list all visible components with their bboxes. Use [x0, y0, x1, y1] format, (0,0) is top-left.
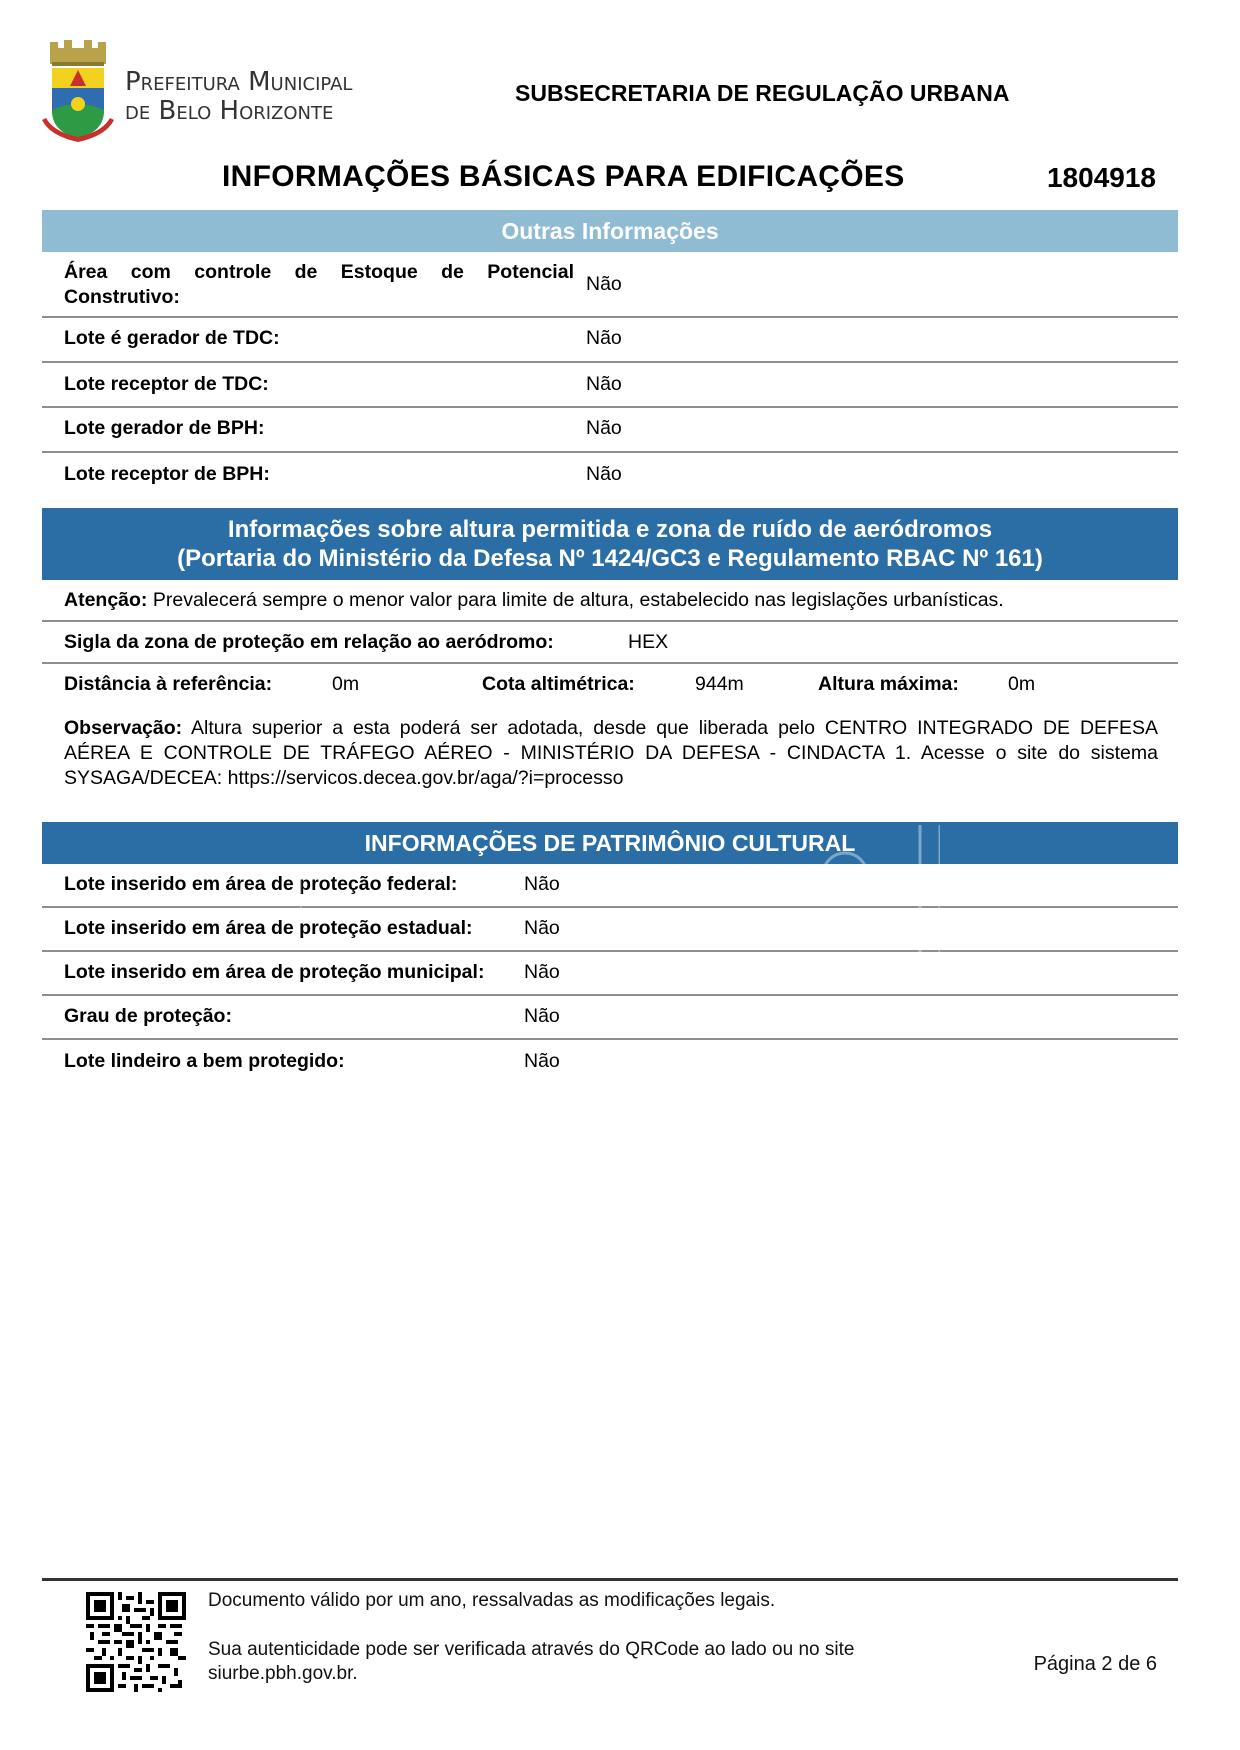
- info-row-label: Lote é gerador de TDC:: [64, 327, 280, 349]
- atencao-label: Atenção:: [64, 589, 148, 611]
- patrimonio-row: [42, 996, 1178, 1040]
- subsecretaria-title: SUBSECRETARIA DE REGULAÇÃO URBANA: [515, 80, 1010, 106]
- patrimonio-row-value: Não: [524, 873, 560, 895]
- pbh-coat-of-arms-icon: [40, 40, 116, 144]
- footer-authenticity-line2: siurbe.pbh.gov.br.: [208, 1663, 358, 1684]
- info-row-value: Não: [586, 417, 622, 439]
- patrimonio-row-value: Não: [524, 961, 560, 983]
- document-number: 1804918: [1046, 162, 1156, 193]
- observacao-text: Altura superior a esta poderá ser adotada, desde que liberada pelo CENTRO INTEGRADO DE DEFESA AÉREA E CONTROLE DE TRÁFEGO AÉREO - MINISTÉRIO DA DEFESA - CINDACTA 1. Acesse o site do sistema SYSAGA/DECEA: https://servicos.decea.gov.br/aga/?i=processo: [64, 717, 1158, 789]
- cota-label: Cota altimétrica:: [482, 673, 635, 695]
- altitude-row: [42, 664, 1178, 704]
- patrimonio-row-value: Não: [524, 1050, 560, 1072]
- patrimonio-row-label: Lote inserido em área de proteção municipal:: [64, 961, 485, 983]
- distancia-value: 0m: [332, 673, 360, 695]
- info-row-label: Lote receptor de TDC:: [64, 373, 269, 395]
- footer-validity-text: Documento válido por um ano, ressalvadas as modificações legais.: [208, 1590, 776, 1611]
- organization-name-line1: Prefeitura Municipal: [125, 67, 353, 97]
- atencao-text-wrapper: [64, 589, 1004, 612]
- info-row-value: Não: [586, 327, 622, 349]
- section-header-aerodromo-line2: (Portaria do Ministério da Defesa Nº 1424/GC3 e Regulamento RBAC Nº 161): [177, 545, 1043, 572]
- info-row-label: Lote gerador de BPH:: [64, 417, 265, 439]
- patrimonio-row-label: Lote inserido em área de proteção federal:: [64, 873, 458, 895]
- patrimonio-row: [42, 1040, 1178, 1084]
- organization-name: [125, 68, 352, 126]
- footer-authenticity-line1: Sua autenticidade pode ser verificada através do QRCode ao lado ou no site: [208, 1639, 855, 1660]
- info-row: [42, 363, 1178, 408]
- info-row: [42, 318, 1178, 363]
- patrimonio-row-value: Não: [524, 917, 560, 939]
- patrimonio-row-value: Não: [524, 1005, 560, 1027]
- section-header-aerodromo: [42, 508, 1178, 580]
- footer-authenticity-text: [208, 1638, 854, 1686]
- section-header-patrimonio-cultural: INFORMAÇÕES DE PATRIMÔNIO CULTURAL: [42, 822, 1178, 864]
- patrimonio-row: [42, 908, 1178, 952]
- info-row-value: Não: [586, 373, 622, 395]
- observacao-label: Observação:: [64, 717, 183, 739]
- observacao-paragraph: [64, 716, 1158, 791]
- info-row: [42, 408, 1178, 453]
- section-header-outras-informacoes: Outras Informações: [42, 210, 1178, 252]
- atencao-row: [42, 580, 1178, 622]
- sigla-row: [42, 622, 1178, 664]
- cota-value: 944m: [695, 673, 744, 695]
- patrimonio-row: [42, 952, 1178, 996]
- info-row: [42, 453, 1178, 498]
- organization-name-line2: de Belo Horizonte: [125, 96, 334, 126]
- qr-code-icon[interactable]: [86, 1592, 186, 1692]
- altura-label: Altura máxima:: [818, 673, 959, 695]
- patrimonio-row-label: Lote lindeiro a bem protegido:: [64, 1050, 345, 1072]
- altura-value: 0m: [1008, 673, 1036, 695]
- sigla-label: Sigla da zona de proteção em relação ao aeródromo:: [64, 631, 554, 653]
- distancia-label: Distância à referência:: [64, 673, 273, 695]
- atencao-text: Prevalecerá sempre o menor valor para limite de altura, estabelecido nas legislações urbanísticas.: [147, 589, 1004, 611]
- sigla-value: HEX: [628, 631, 669, 653]
- section-header-aerodromo-line1: Informações sobre altura permitida e zona de ruído de aeródromos: [227, 516, 993, 543]
- footer-divider: [42, 1578, 1178, 1581]
- document-title: INFORMAÇÕES BÁSICAS PARA EDIFICAÇÕES: [222, 160, 905, 193]
- info-row-label: Lote receptor de BPH:: [64, 463, 270, 485]
- patrimonio-row-label: Lote inserido em área de proteção estadual:: [64, 917, 473, 939]
- info-row-label: Área com controle de Estoque de Potencial Construtivo:: [64, 261, 574, 308]
- patrimonio-row: [42, 864, 1178, 908]
- page-number: Página 2 de 6: [1033, 1653, 1157, 1675]
- info-row-value: Não: [586, 463, 622, 485]
- info-row: [42, 252, 1178, 318]
- patrimonio-row-label: Grau de proteção:: [64, 1005, 232, 1027]
- info-row-value: Não: [586, 273, 622, 295]
